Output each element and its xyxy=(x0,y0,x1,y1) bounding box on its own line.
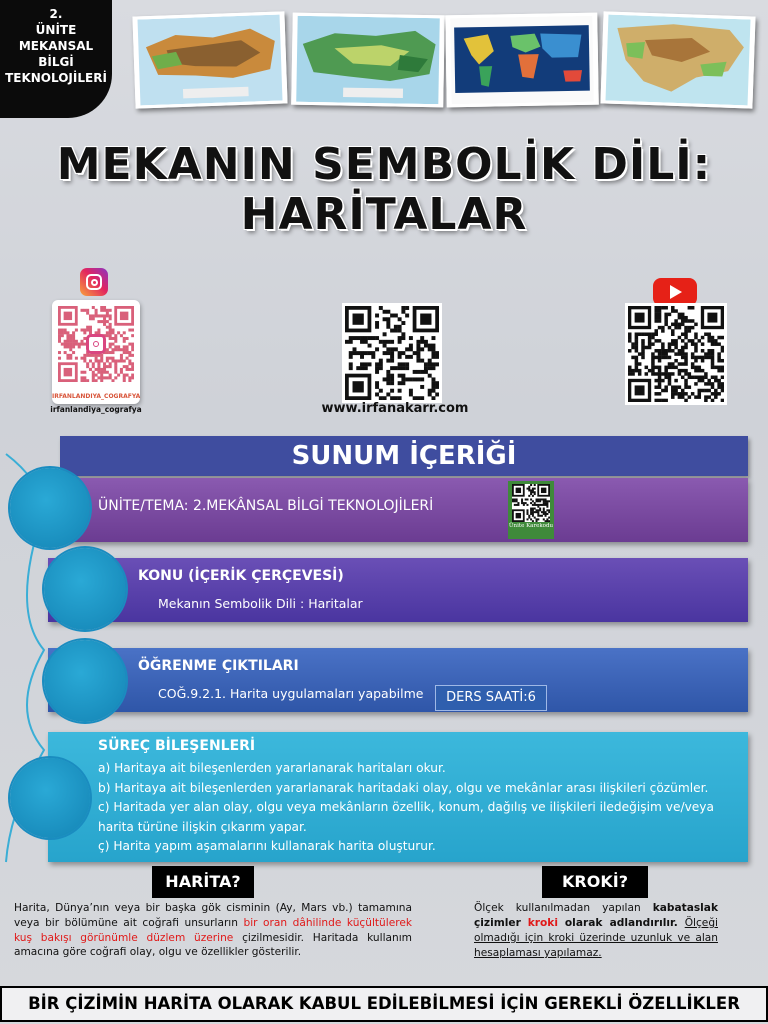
bullet-circle-3 xyxy=(44,640,126,722)
outcomes-title: ÖĞRENME ÇIKTILARI xyxy=(138,658,299,674)
harita-label: HARİTA? xyxy=(152,866,254,898)
instagram-center-icon xyxy=(86,334,106,354)
website-qr-card[interactable] xyxy=(342,303,442,403)
youtube-icon[interactable] xyxy=(653,278,697,306)
bottom-banner: BİR ÇİZİMİN HARİTA OLARAK KABUL EDİLEBİLMESİ İÇİN GEREKLİ ÖZELLİKLER xyxy=(0,986,768,1022)
turkey-map-icon xyxy=(136,14,285,105)
kroki-text-bold1: kabataslak çizimler xyxy=(474,902,718,929)
unit-label: ÜNİTE xyxy=(35,23,77,37)
kroki-text-underline: Ölçeği olmadığı için kroki üzerinde uzunluk ve alan hesaplaması yapılamaz. xyxy=(474,917,718,959)
unit-qr-code xyxy=(512,484,550,522)
map-thumbnail-turkey-physical[interactable] xyxy=(132,11,287,108)
content-header: SUNUM İÇERİĞİ xyxy=(60,436,748,476)
unit-badge xyxy=(0,0,112,118)
process-item-c: c) Haritada yer alan olay, olgu veya mekânların özellik, konum, dağılış ve ilişkileri iledeğişim ve/veya harita türüne ilişkin çıkarım yapar. xyxy=(98,800,714,834)
bullet-circle-2 xyxy=(44,548,126,630)
row-topic xyxy=(48,558,748,622)
kroki-text-red: kroki xyxy=(527,917,558,929)
page-title xyxy=(0,140,768,240)
harita-text-highlight: bir oran dâhilinde küçültülerek kuş bakışı görünümle düzlem üzerine xyxy=(14,916,412,944)
instagram-icon[interactable] xyxy=(80,268,108,296)
topic-text: Mekanın Sembolik Dili : Haritalar xyxy=(158,596,363,611)
row-process-components xyxy=(48,732,748,862)
process-item-cc: ç) Harita yapım aşamalarını kullanarak harita oluşturur. xyxy=(98,839,436,853)
title-line1: MEKANIN SEMBOLİK DİLİ: xyxy=(56,139,712,190)
process-title: SÜREÇ BİLEŞENLERİ xyxy=(98,738,256,754)
map-thumbnail-turkey-vegetation[interactable] xyxy=(291,13,445,108)
kroki-definition xyxy=(474,901,718,961)
unit-theme-text: ÜNİTE/TEMA: 2.MEKÂNSAL BİLGİ TEKNOLOJİLERİ xyxy=(98,498,434,514)
unit-name-line2: BİLGİ xyxy=(38,55,74,69)
bullet-circle-4 xyxy=(10,758,90,838)
topic-title: KONU (İÇERİK ÇERÇEVESİ) xyxy=(138,568,344,584)
world-map-icon xyxy=(448,16,595,105)
youtube-qr-card[interactable] xyxy=(625,303,727,405)
row-learning-outcomes xyxy=(48,648,748,712)
kroki-text-bold2: olarak adlandırılır. xyxy=(564,917,678,929)
youtube-qr-code xyxy=(628,306,724,402)
map-thumbnail-world-climate[interactable] xyxy=(445,13,599,108)
map-thumbnail-asia-physical[interactable] xyxy=(600,11,755,108)
unit-qr-badge[interactable] xyxy=(508,481,554,539)
unit-number: 2. xyxy=(49,7,63,21)
vegetation-map-icon xyxy=(294,16,441,105)
unit-qr-label: Ünite Karekodu xyxy=(508,523,554,529)
instagram-handle[interactable]: irfanlandiya_cografya xyxy=(50,405,142,414)
asia-map-icon xyxy=(604,14,753,105)
instagram-qr-card[interactable] xyxy=(52,300,140,404)
harita-text-part2: çizilmesidir. xyxy=(233,931,305,944)
row-unit-theme xyxy=(48,478,748,542)
unit-name-line1: MEKANSAL xyxy=(18,39,94,53)
harita-text-part3: Haritada kullanım amacına göre coğrafi olay, olgu ve özellikler gösterilir. xyxy=(14,931,412,959)
lesson-hours-badge: DERS SAATİ:6 xyxy=(435,685,547,711)
kroki-text-part1: Ölçek kullanılmadan yapılan xyxy=(474,902,653,914)
website-link[interactable]: www.irfanakarr.com xyxy=(321,401,469,416)
instagram-handle-card: IRFANLANDIYA_COGRAFYA xyxy=(52,393,141,400)
harita-text-part1: Harita, Dünya’nın veya bir başka gök cisminin (Ay, Mars vb.) tamamına veya bir bölümüne ait coğrafi unsurların xyxy=(14,902,412,929)
process-list xyxy=(98,759,744,857)
unit-name-line3: TEKNOLOJİLERİ xyxy=(5,71,107,85)
process-item-b: b) Haritaya ait bileşenlerden yararlanarak haritadaki olay, olgu ve mekânlar arası ilişkileri çözümler. xyxy=(98,780,709,795)
bullet-circle-1 xyxy=(10,468,90,548)
outcomes-text: COĞ.9.2.1. Harita uygulamaları yapabilme xyxy=(158,686,424,701)
kroki-label: KROKİ? xyxy=(542,866,648,898)
title-line2: HARİTALAR xyxy=(240,189,528,240)
process-item-a: a) Haritaya ait bileşenlerden yararlanarak haritaları okur. xyxy=(98,761,446,775)
harita-definition xyxy=(14,901,412,960)
website-qr-code xyxy=(345,306,439,400)
